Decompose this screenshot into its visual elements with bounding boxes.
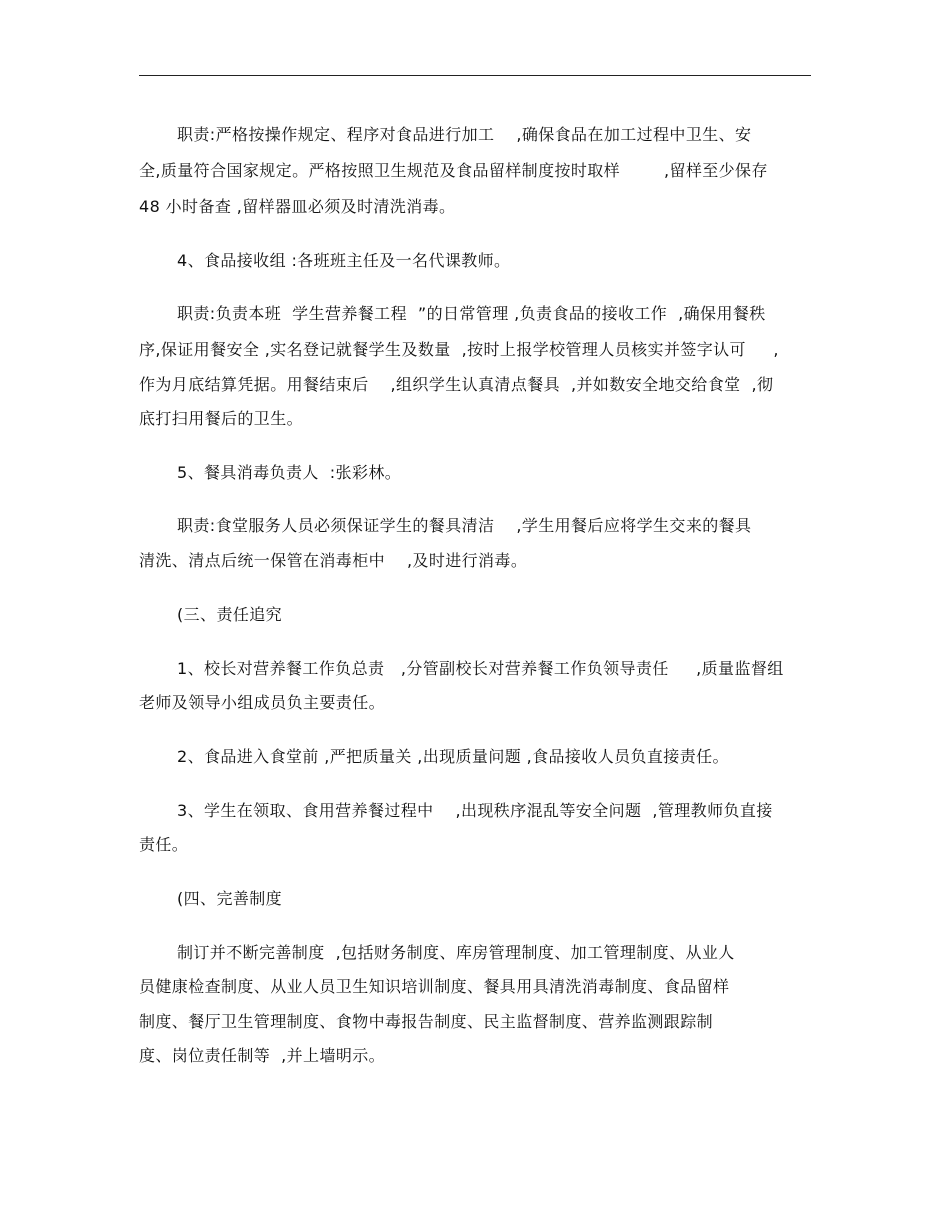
paragraph-line: 全,质量符合国家规定。严格按照卫生规范及食品留样制度按时取样 ,留样至少保存 <box>139 161 768 180</box>
paragraph-line: 职责:食堂服务人员必须保证学生的餐具清洁 ,学生用餐后应将学生交来的餐具 <box>177 516 752 535</box>
paragraph-line: 清洗、清点后统一保管在消毒柜中 ,及时进行消毒。 <box>139 551 528 570</box>
paragraph-line: 责任。 <box>139 835 189 854</box>
section-heading: (三、责任追究 <box>177 605 283 624</box>
paragraph-line: 制度、餐厅卫生管理制度、食物中毒报告制度、民主监督制度、营养监测跟踪制 <box>139 1012 714 1031</box>
paragraph-line: 老师及领导小组成员负主要责任。 <box>139 693 386 712</box>
paragraph-line: 制订并不断完善制度 ,包括财务制度、库房管理制度、加工管理制度、从业人 <box>177 943 735 962</box>
paragraph-line: 3、学生在领取、食用营养餐过程中 ,出现秩序混乱等安全问题 ,管理教师负直接 <box>177 801 773 820</box>
header-rule <box>139 75 811 76</box>
section-heading: (四、完善制度 <box>177 889 283 908</box>
paragraph-line: 度、岗位责任制等 ,并上墙明示。 <box>139 1046 386 1065</box>
paragraph-line: 员健康检查制度、从业人员卫生知识培训制度、餐具用具清洗消毒制度、食品留样 <box>139 977 730 996</box>
paragraph-line: 序,保证用餐安全 ,实名登记就餐学生及数量 ,按时上报学校管理人员核实并签字认可 , <box>139 340 779 359</box>
paragraph-line: 48 小时备查 ,留样器皿必须及时清洗消毒。 <box>139 197 456 216</box>
paragraph-line: 底打扫用餐后的卫生。 <box>139 409 304 428</box>
paragraph-line: 职责:负责本班 学生营养餐工程 ”的日常管理 ,负责食品的接收工作 ,确保用餐秩 <box>177 304 766 323</box>
paragraph-line: 1、校长对营养餐工作负总责 ,分管副校长对营养餐工作负领导责任 ,质量监督组 <box>177 659 784 678</box>
paragraph-line: 2、食品进入食堂前 ,严把质量关 ,出现质量问题 ,食品接收人员负直接责任。 <box>177 747 729 766</box>
paragraph-line: 职责:严格按操作规定、程序对食品进行加工 ,确保食品在加工过程中卫生、安 <box>177 125 752 144</box>
section-item-heading: 5、餐具消毒负责人 :张彩林。 <box>177 463 402 482</box>
paragraph-line: 作为月底结算凭据。用餐结束后 ,组织学生认真清点餐具 ,并如数安全地交给食堂 ,彻 <box>139 375 774 394</box>
section-item-heading: 4、食品接收组 :各班班主任及一名代课教师。 <box>177 251 511 270</box>
